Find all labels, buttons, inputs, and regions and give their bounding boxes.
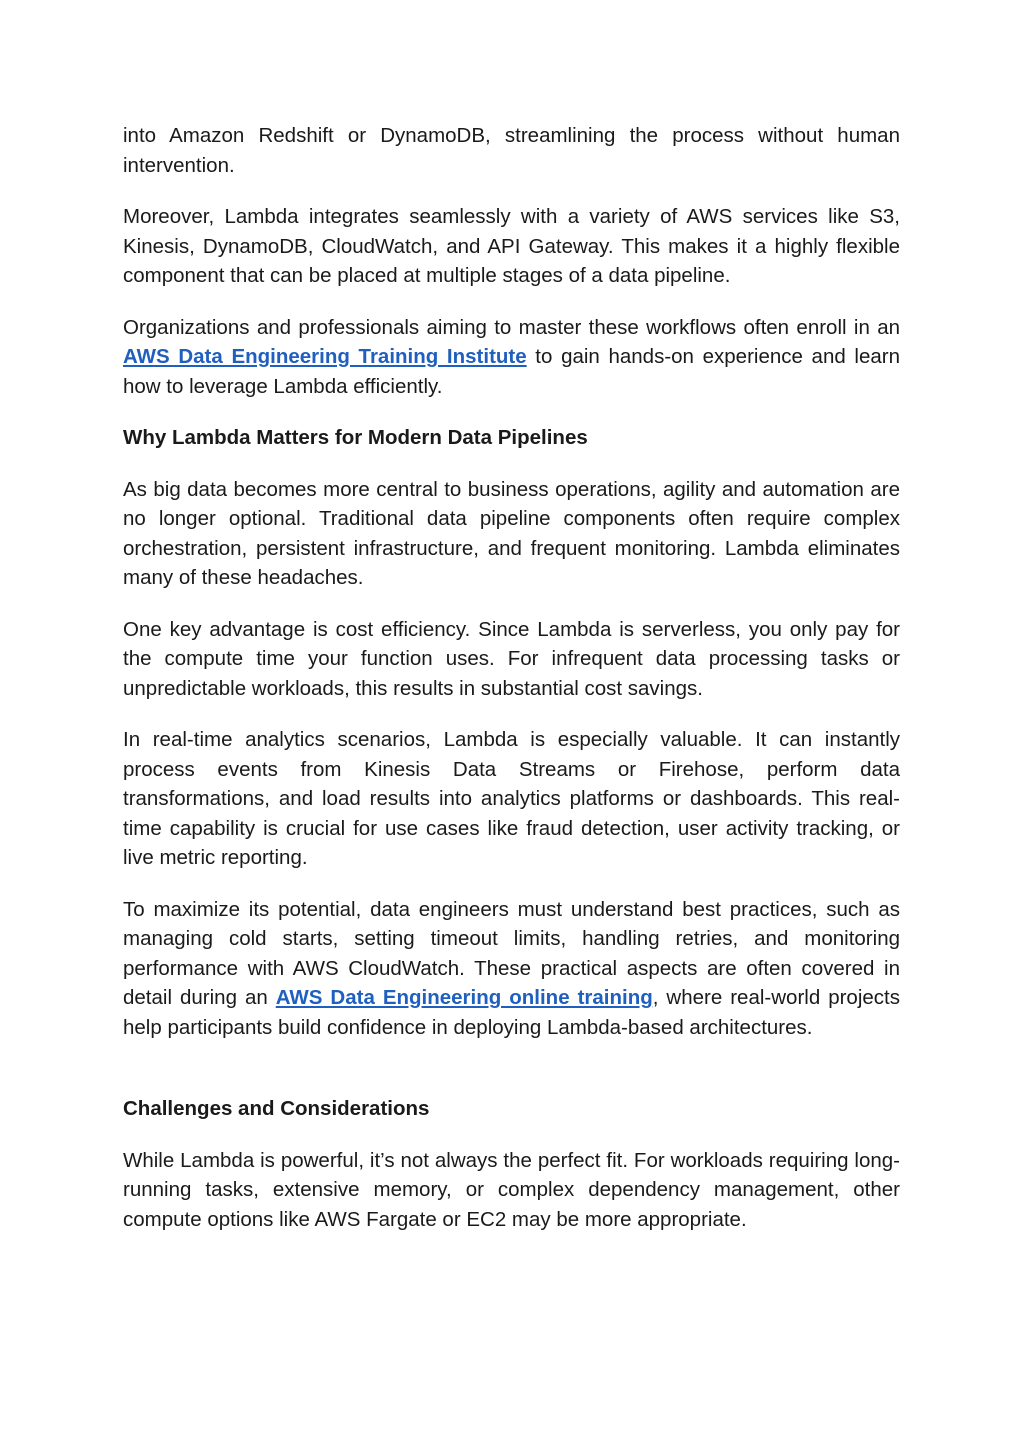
section-heading-why-lambda: Why Lambda Matters for Modern Data Pipelines	[123, 426, 588, 449]
paragraph-text: To maximize its potential, data engineers must understand best practices, such as managing cold starts, setting timeout limits, handling retries, and monitoring performance with AWS CloudWatch. These practical aspects are often covered in detail during an	[123, 897, 900, 1009]
paragraph-organizations	[123, 313, 900, 402]
paragraph-text: Organizations and professionals aiming to master these workflows often enroll in an	[123, 315, 900, 339]
training-institute-link[interactable]: AWS Data Engineering Training Institute	[123, 345, 527, 368]
paragraph-cost-efficiency: One key advantage is cost efficiency. Since Lambda is serverless, you only pay for the compute time your function uses. For infrequent data processing tasks or unpredictable workloads, this results in substantial cost savings.	[123, 617, 900, 700]
section-heading-challenges: Challenges and Considerations	[123, 1097, 430, 1120]
online-training-link[interactable]: AWS Data Engineering online training	[275, 986, 653, 1009]
paragraph-integrations: Moreover, Lambda integrates seamlessly with a variety of AWS services like S3, Kinesis, DynamoDB, CloudWatch, and API Gateway. This makes it a highly flexible component that can be placed at multiple stages of a data pipeline.	[123, 205, 900, 287]
document-page	[123, 121, 900, 1256]
paragraph-redshift: into Amazon Redshift or DynamoDB, streamlining the process without human intervention.	[123, 124, 900, 177]
paragraph-text: to gain hands-on experience and learn how to leverage Lambda efficiently.	[123, 345, 900, 398]
paragraph-challenges: While Lambda is powerful, it’s not always the perfect fit. For workloads requiring long-running tasks, extensive memory, or complex dependency management, other compute options like AWS Fargate or EC2 may be more appropriate.	[123, 1148, 900, 1231]
paragraph-best-practices	[123, 895, 900, 1043]
paragraph-big-data: As big data becomes more central to business operations, agility and automation are no longer optional. Traditional data pipeline components often require complex orchestration, persistent infrastructure, and frequent monitoring. Lambda eliminates many of these headaches.	[123, 477, 900, 589]
paragraph-real-time: In real-time analytics scenarios, Lambda is especially valuable. It can instantly process events from Kinesis Data Streams or Firehose, perform data transformations, and load results into analytics platforms or dashboards. This real-time capability is crucial for use cases like fraud detection, user activity tracking, or live metric reporting.	[123, 728, 900, 869]
paragraph-text: , where real-world projects help participants build confidence in deploying Lambda-based architectures.	[123, 986, 900, 1039]
